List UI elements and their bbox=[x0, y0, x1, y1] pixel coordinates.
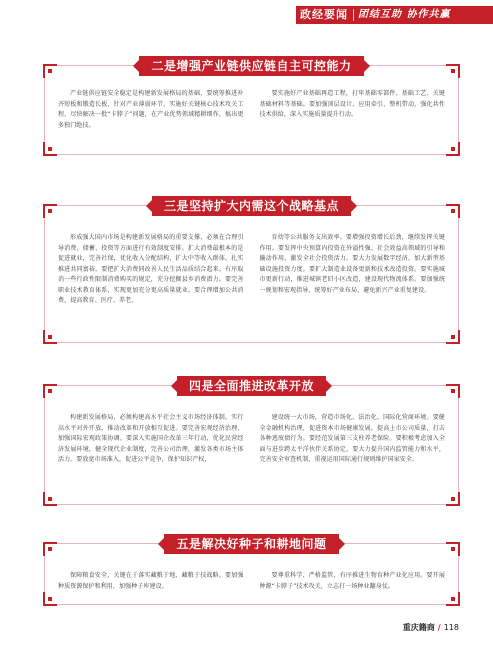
section-heading: 五是解决好种子和耕地问题 bbox=[164, 534, 338, 554]
paragraph-left: 产业链供应链安全稳定是构建新发展格局的基础，要统筹推进补齐短板和锻造长板，针对产业薄弱环节，实施好关键核心技术攻关工程，尽快解决一批“卡脖子”问题，在产业优势领域精耕细作，搞出更多独门绝技。 bbox=[58, 90, 244, 129]
section-body bbox=[58, 571, 445, 592]
footer-separator: / bbox=[437, 623, 441, 632]
section-heading: 三是坚持扩大内需这个战略基点 bbox=[152, 196, 351, 216]
header-divider bbox=[353, 9, 354, 21]
section-body bbox=[58, 89, 445, 131]
paragraph-left: 保障粮食安全，关键在于落实藏粮于地、藏粮于技战略。要加强种质资源保护和利用，加强种子库建设。 bbox=[58, 572, 244, 590]
page-footer bbox=[403, 621, 459, 635]
section-reform-opening bbox=[44, 375, 459, 505]
paragraph-right: 要实施好产业基础再造工程，打牢基础零部件、基础工艺、关键基础材料等基础。要加强顶层设计、应用牵引、整机带动，强化共性技术供给，深入实施质量提升行动。 bbox=[259, 90, 445, 118]
section-body bbox=[58, 413, 445, 466]
section-heading: 二是增强产业链供应链自主可控能力 bbox=[139, 56, 363, 76]
publication-name: 重庆籍商 bbox=[402, 623, 435, 632]
paragraph-left: 形成强大国内市场是构建新发展格局的重要支撑，必须在合理引导消费、储蓄、投资等方面进行有效制度安排。扩大消费最根本的是促进就业，完善社保，优化收入分配结构，扩大中等收入群体，扎实推进共同富裕。要把扩大消费同改善人民生活品质结合起来。有序取消一些行政性限制消费购买的规定，充分挖掘县乡消费潜力。要完善职业技术教育体系，实现更加充分更高质量就业。要合理增加公共消费，提高教育、医疗、养老、 bbox=[58, 234, 244, 304]
section-domestic-demand bbox=[44, 195, 459, 343]
page-number: 118 bbox=[443, 623, 459, 632]
column-slogan: 团结互助 协作共赢 bbox=[358, 9, 451, 20]
section-supply-chain bbox=[44, 55, 459, 155]
paragraph-left: 构建新发展格局，必须构建高水平社会主义市场经济体制，实行高水平对外开放，推动改革和开放相互促进。要完善宏观经济治理，加强国际宏观政策协调。要深入实施国企改革三年行动，优化民营经济发展环境，健全现代企业制度，完善公司治理，激发各类市场主体活力。要放宽市场准入，促进公平竞争，保护知识产权， bbox=[58, 414, 244, 463]
paragraph-right: 要尊重科学、严格监管，有序推进生物育种产业化应用。要开展种源“卡脖子”技术攻关，立志打一场种业翻身仗。 bbox=[259, 572, 445, 590]
section-body bbox=[58, 233, 445, 307]
paragraph-right: 建设统一大市场，营造市场化、法治化、国际化营商环境。要健全金融机构治理，促进资本市场健康发展。提高上市公司质量，打击各种逃废债行为。要经范发展第三支柱养老保险。要积极考虑加入全面与进步跨太平洋伙伴关系协定，要大力提升国内监管能力和水平，完善安全审查机制，重视运用国际通行规则维护国家安全。 bbox=[259, 414, 445, 463]
paragraph-right: 育幼等公共服务支出效率。要增强投资增长后劲，继续发挥关键作用。要发挥中央预算内投资在外溢性强、社会效益高领域的引导和撬动作用，激发全社会投资活力。要大力发展数字经济，加大新型基础设施投资力度。要扩大制造业设备更新和技术改造投资。要实施城市更新行动，推进城镇老旧小区改造，建设现代物流体系。要加强统一规划和宏观指导，统筹好产业布局，避免新兴产业重复建设。 bbox=[259, 234, 445, 294]
column-title: 政经要闻 bbox=[300, 8, 348, 21]
section-heading: 四是全面推进改革开放 bbox=[177, 376, 326, 396]
section-seeds-farmland bbox=[44, 533, 459, 605]
